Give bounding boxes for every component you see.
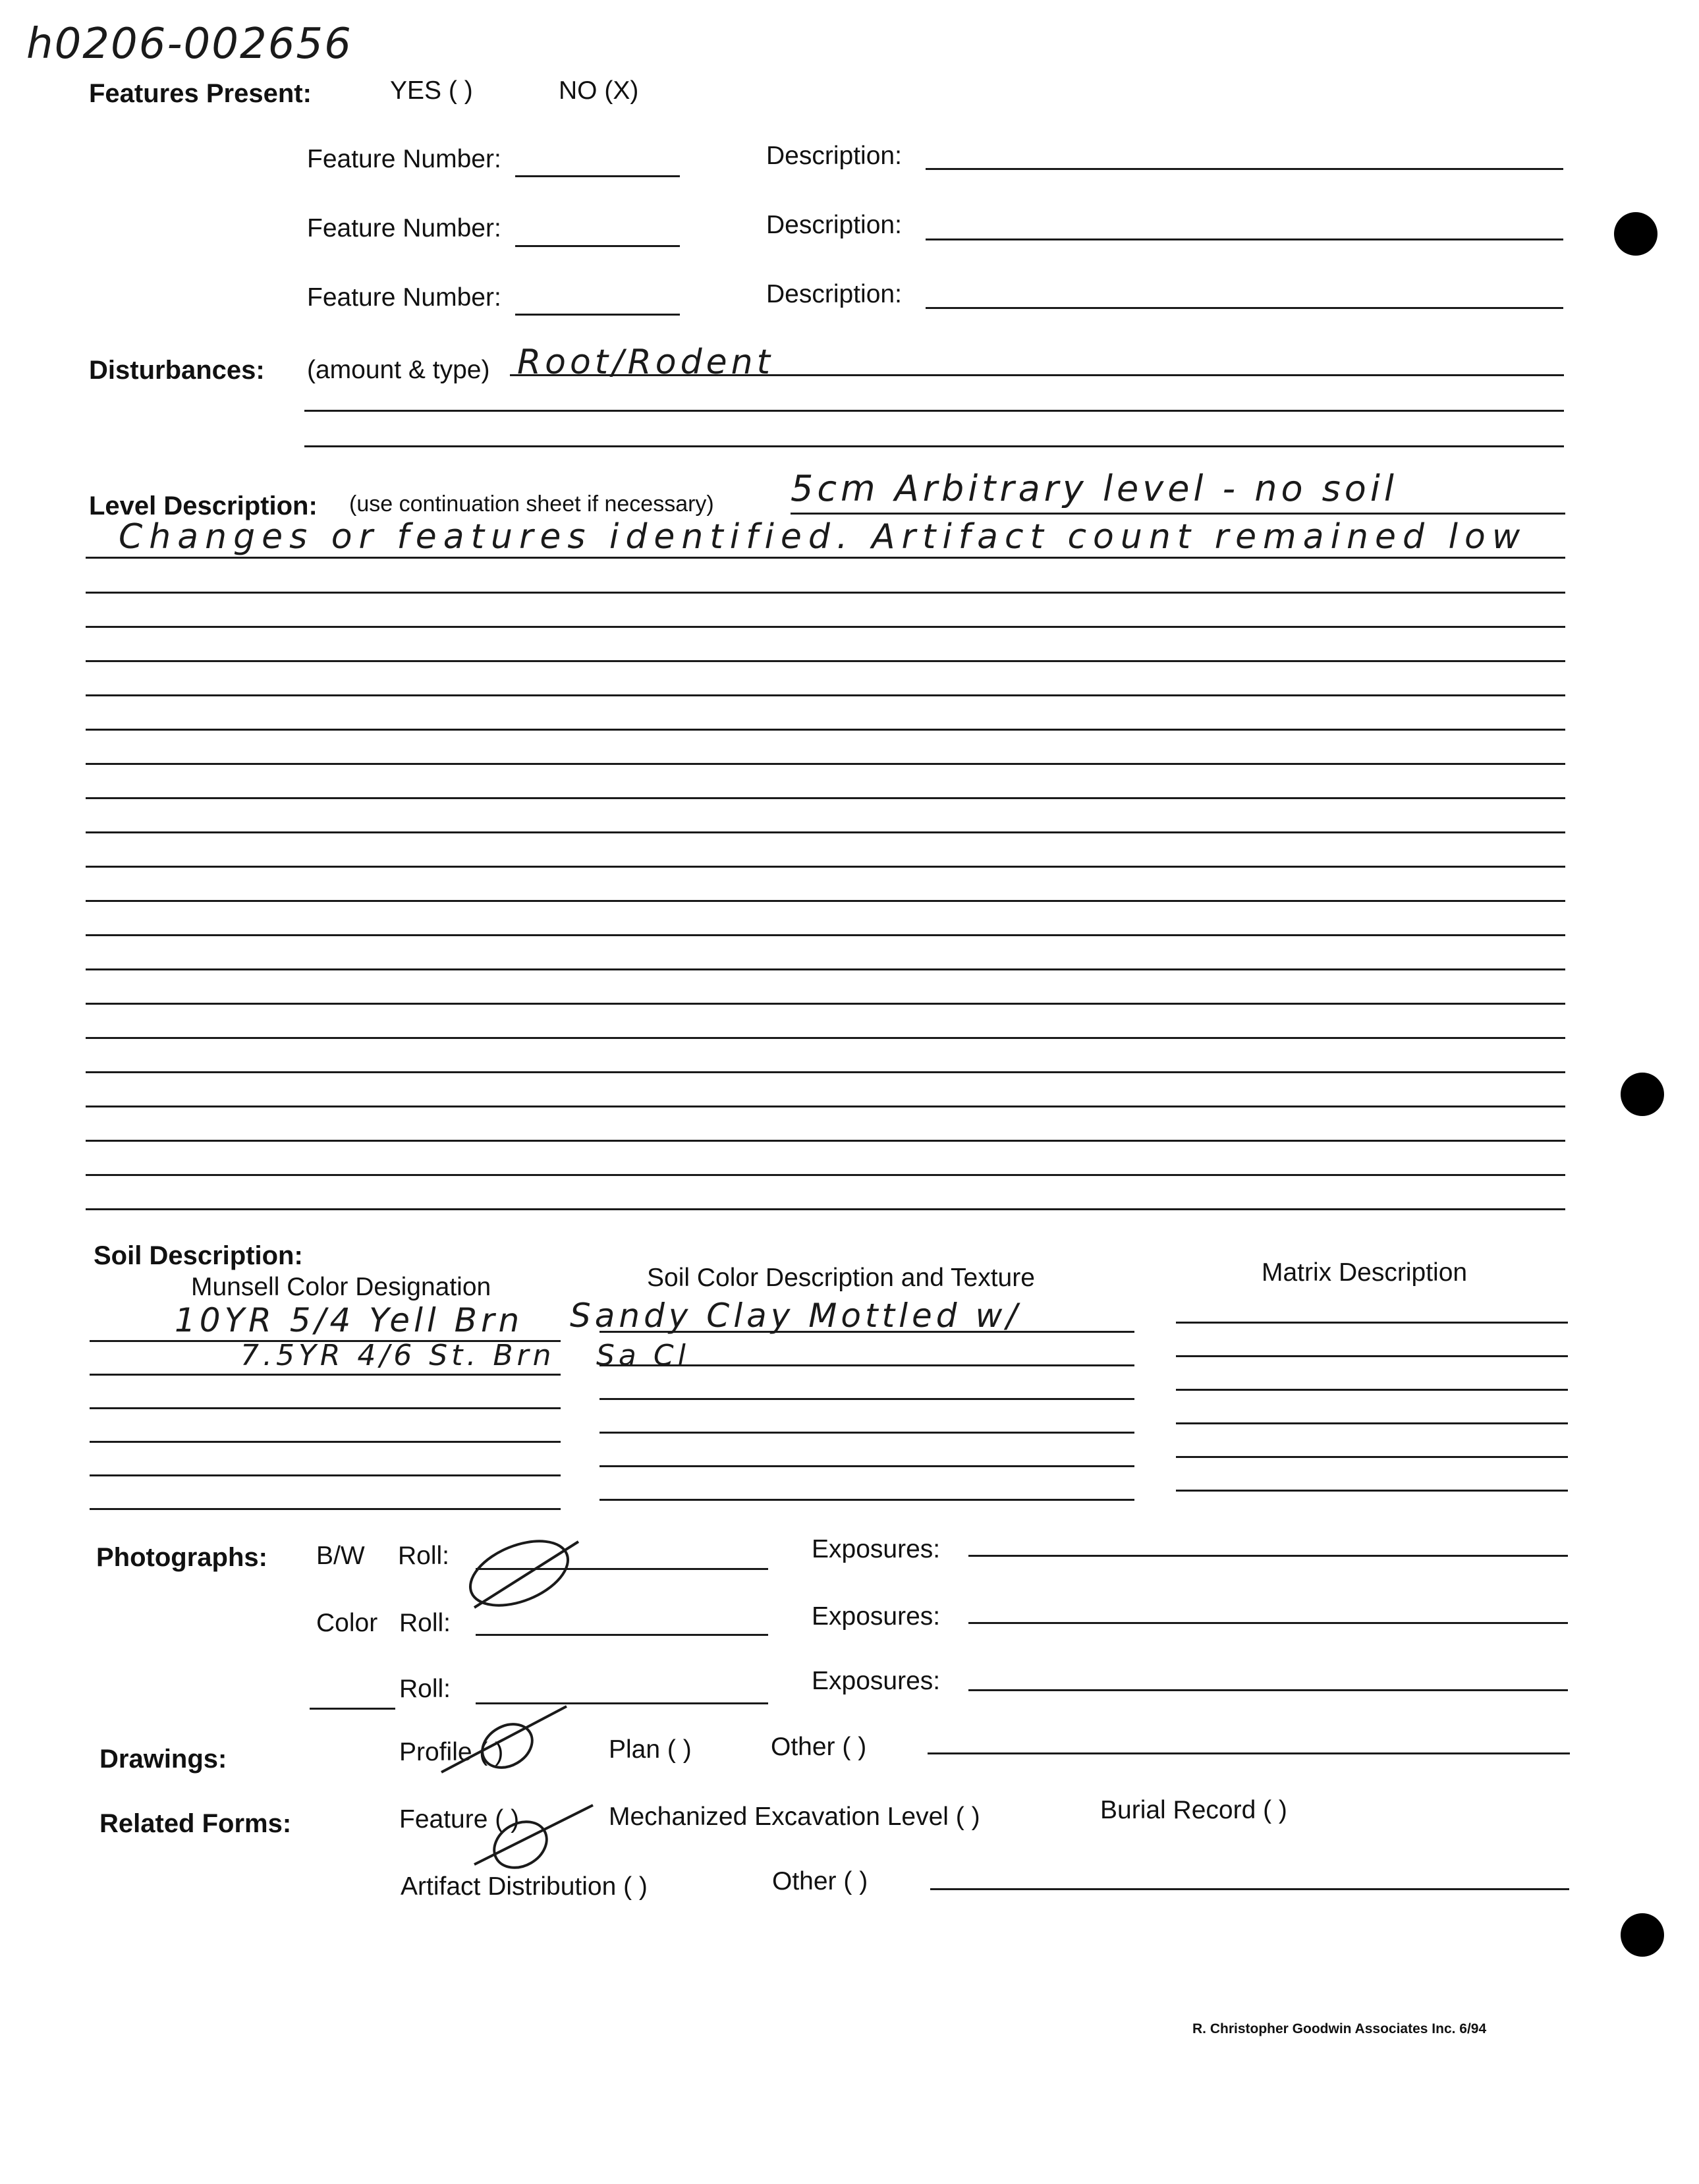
related-artifact-option[interactable]: Artifact Distribution ( )	[401, 1872, 648, 1901]
munsell-value-1: 10YR 5/4 Yell Brn	[175, 1301, 524, 1339]
color-exposures-label: Exposures:	[812, 1602, 941, 1631]
color-label: Color	[316, 1609, 378, 1637]
level-description-line[interactable]	[86, 1140, 1565, 1142]
matrix-column-header: Matrix Description	[1262, 1258, 1468, 1287]
disturbances-sub-label: (amount & type)	[307, 356, 490, 384]
texture-field-line[interactable]	[599, 1432, 1134, 1434]
description-label-1: Description:	[766, 142, 902, 170]
other-exposures-label: Exposures:	[812, 1667, 941, 1695]
texture-field-line[interactable]	[599, 1364, 1134, 1366]
level-description-line[interactable]	[791, 513, 1565, 515]
level-description-line[interactable]	[86, 1071, 1565, 1073]
disturbances-value: Root/Rodent	[517, 343, 774, 382]
punch-hole	[1614, 212, 1657, 256]
level-description-line[interactable]	[86, 831, 1565, 833]
drawings-profile-option[interactable]: Profile ( )	[399, 1738, 504, 1766]
other-exposures-field[interactable]	[968, 1689, 1568, 1691]
munsell-field-line[interactable]	[90, 1407, 561, 1409]
texture-field-line[interactable]	[599, 1331, 1134, 1333]
matrix-field-line[interactable]	[1176, 1389, 1568, 1391]
drawings-other-option[interactable]: Other ( )	[771, 1733, 867, 1761]
level-description-line[interactable]	[86, 1037, 1565, 1039]
level-description-line[interactable]	[86, 1106, 1565, 1107]
matrix-field-line[interactable]	[1176, 1490, 1568, 1492]
photographs-label: Photographs:	[96, 1543, 267, 1572]
feature-number-field-1[interactable]	[515, 175, 680, 177]
disturbances-label: Disturbances:	[89, 356, 265, 385]
footer-text: R. Christopher Goodwin Associates Inc. 6/94	[1192, 2021, 1487, 2036]
hand-marks	[369, 1522, 659, 1917]
punch-hole	[1621, 1913, 1664, 1957]
disturbances-field-line-1[interactable]	[510, 374, 1564, 376]
texture-field-line[interactable]	[599, 1465, 1134, 1467]
drawings-other-field[interactable]	[928, 1752, 1570, 1754]
texture-field-line[interactable]	[599, 1499, 1134, 1501]
level-description-line-1: 5cm Arbitrary level - no soil	[791, 468, 1398, 509]
related-feature-option[interactable]: Feature ( )	[399, 1805, 520, 1834]
level-description-line[interactable]	[86, 968, 1565, 970]
level-description-line[interactable]	[86, 557, 1565, 559]
level-description-line[interactable]	[86, 660, 1565, 662]
level-description-line[interactable]	[86, 626, 1565, 628]
related-burial-option[interactable]: Burial Record ( )	[1100, 1796, 1287, 1824]
description-field-2[interactable]	[926, 238, 1563, 240]
feature-number-label-2: Feature Number:	[307, 214, 501, 242]
profile-slash-mark	[441, 1706, 567, 1772]
feature-number-label-3: Feature Number:	[307, 283, 501, 312]
bw-roll-label: Roll:	[398, 1542, 450, 1570]
features-no-option[interactable]: NO (X)	[559, 76, 639, 105]
feature-number-label-1: Feature Number:	[307, 145, 501, 173]
bw-exposures-label: Exposures:	[812, 1535, 941, 1563]
matrix-field-line[interactable]	[1176, 1322, 1568, 1324]
level-description-line[interactable]	[86, 1174, 1565, 1176]
feature-number-field-2[interactable]	[515, 245, 680, 247]
disturbances-field-line-3[interactable]	[304, 445, 1564, 447]
level-description-line[interactable]	[86, 729, 1565, 731]
feature-number-field-3[interactable]	[515, 314, 680, 316]
description-label-3: Description:	[766, 280, 902, 308]
texture-value-2: Sa Cl	[596, 1339, 690, 1372]
level-description-line[interactable]	[86, 934, 1565, 936]
munsell-field-line[interactable]	[90, 1374, 561, 1376]
related-other-field[interactable]	[930, 1888, 1569, 1890]
level-description-note: (use continuation sheet if necessary)	[349, 491, 714, 517]
level-description-label: Level Description:	[89, 491, 318, 520]
level-description-line[interactable]	[86, 900, 1565, 902]
bw-exposures-field[interactable]	[968, 1555, 1568, 1557]
punch-hole	[1621, 1073, 1664, 1116]
description-field-3[interactable]	[926, 307, 1563, 309]
matrix-field-line[interactable]	[1176, 1355, 1568, 1357]
munsell-field-line[interactable]	[90, 1340, 561, 1342]
drawings-label: Drawings:	[99, 1745, 227, 1774]
color-roll-label: Roll:	[399, 1609, 451, 1637]
munsell-field-line[interactable]	[90, 1441, 561, 1443]
related-other-option[interactable]: Other ( )	[772, 1867, 868, 1895]
description-label-2: Description:	[766, 211, 902, 239]
level-description-line[interactable]	[86, 866, 1565, 868]
color-exposures-field[interactable]	[968, 1622, 1568, 1624]
level-description-line[interactable]	[86, 1003, 1565, 1005]
related-mechanized-option[interactable]: Mechanized Excavation Level ( )	[609, 1803, 980, 1831]
features-present-label: Features Present:	[89, 79, 312, 108]
munsell-value-2: 7.5YR 4/6 St. Brn	[240, 1339, 555, 1372]
level-description-line[interactable]	[86, 797, 1565, 799]
level-description-line[interactable]	[86, 592, 1565, 594]
disturbances-field-line-2[interactable]	[304, 410, 1564, 412]
level-description-line[interactable]	[86, 694, 1565, 696]
munsell-field-line[interactable]	[90, 1474, 561, 1476]
texture-value-1: Sandy Clay Mottled w/	[570, 1297, 1022, 1335]
level-description-line-2: Changes or features identified. Artifact count remained low	[119, 517, 1527, 557]
matrix-field-line[interactable]	[1176, 1422, 1568, 1424]
feature-circle-mark	[486, 1812, 555, 1876]
level-description-line[interactable]	[86, 1208, 1565, 1210]
texture-column-header: Soil Color Description and Texture	[647, 1264, 1035, 1292]
other-roll-label: Roll:	[399, 1675, 451, 1703]
features-yes-option[interactable]: YES ( )	[390, 76, 473, 105]
bw-label: B/W	[316, 1542, 365, 1570]
texture-field-line[interactable]	[599, 1398, 1134, 1400]
munsell-column-header: Munsell Color Designation	[191, 1273, 491, 1301]
level-description-line[interactable]	[86, 763, 1565, 765]
related-forms-label: Related Forms:	[99, 1809, 292, 1838]
matrix-field-line[interactable]	[1176, 1456, 1568, 1458]
munsell-field-line[interactable]	[90, 1508, 561, 1510]
description-field-1[interactable]	[926, 168, 1563, 170]
soil-description-label: Soil Description:	[94, 1241, 303, 1270]
document-id: h0206-002656	[26, 20, 352, 69]
feature-slash-mark	[474, 1805, 593, 1864]
drawings-plan-option[interactable]: Plan ( )	[609, 1735, 692, 1764]
